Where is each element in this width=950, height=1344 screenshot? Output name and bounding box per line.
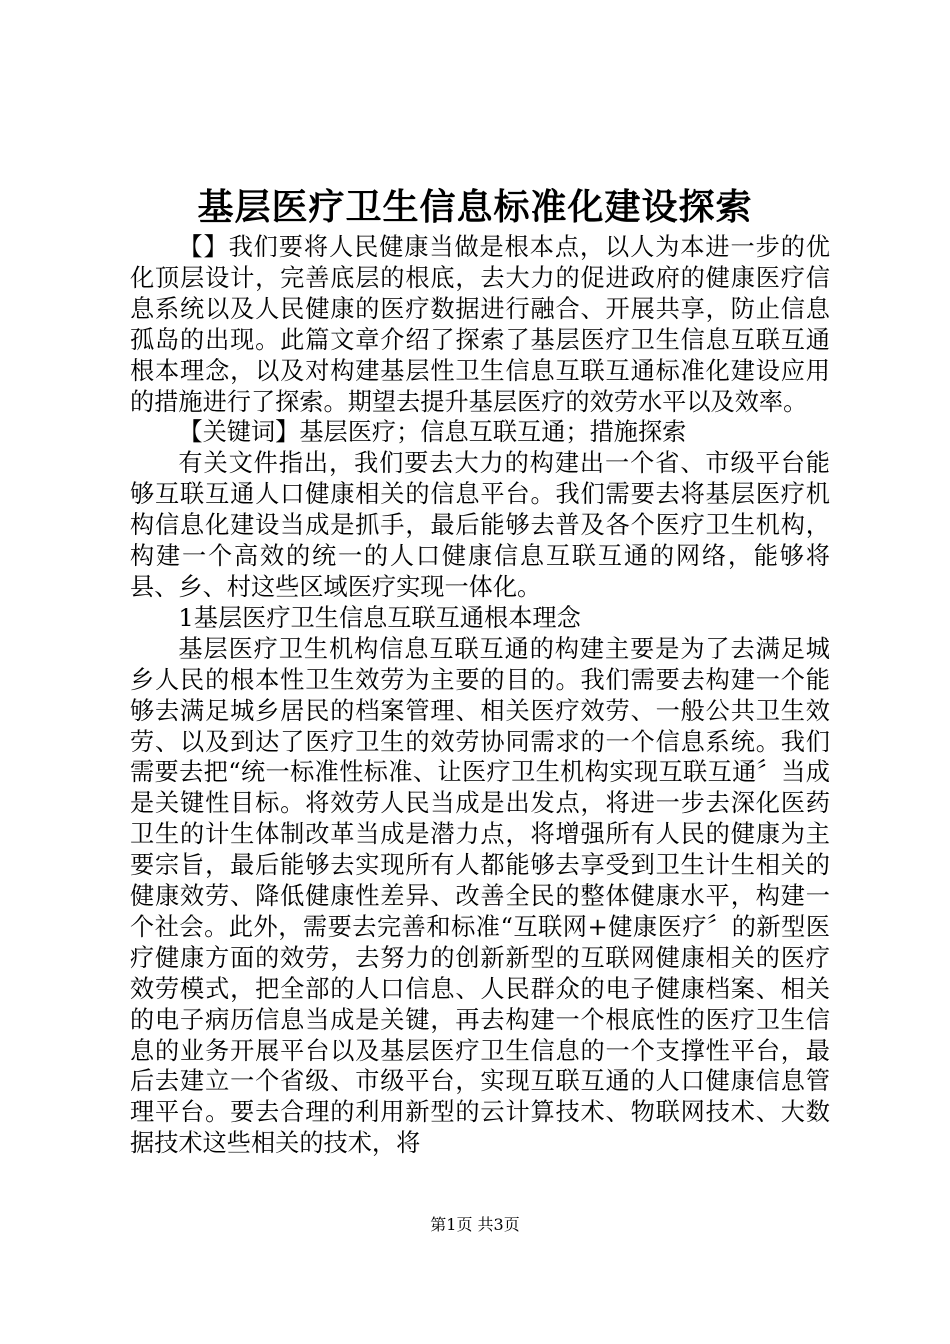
intro-paragraph: 有关文件指出，我们要去大力的构建出一个省、市级平台能够互联互通人口健康相关的信息平台。我们需要去将基层医疗机构信息化建设当成是抓手，最后能够去普及各个医疗卫生机构，构建一个高效的统一的人口健康信息互联互通的网络，能够将县、乡、村这些区域医疗实现一体化。 [130, 449, 830, 601]
document-title: 基层医疗卫生信息标准化建设探索 [197, 186, 753, 228]
page-footer: 第1页 共3页 [430, 1215, 520, 1234]
document-body [130, 232, 830, 1159]
section-heading: 1基层医疗卫生信息互联互通根本理念 [178, 603, 581, 632]
section-paragraph: 基层医疗卫生机构信息互联互通的构建主要是为了去满足城乡人民的根本性卫生效劳为主要的目的。我们需要去构建一个能够去满足城乡居民的档案管理、相关医疗效劳、一般公共卫生效劳、以及到达了医疗卫生的效劳协同需求的一个信息系统。我们需要去把“统一标准性标准、让医疗卫生机构实现互联互通〞当成是关键性目标。将效劳人民当成是出发点，将进一步去深化医药卫生的计生体制改革当成是潜力点，将增强所有人民的健康为主要宗旨，最后能够去实现所有人都能够去享受到卫生计生相关的健康效劳、降低健康性差异、改善全民的整体健康水平，构建一个社会。此外，需要去完善和标准“互联网+健康医疗〞的新型医疗健康方面的效劳，去努力的创新新型的互联网健康相关的医疗效劳模式，把全部的人口信息、人民群众的电子健康档案、相关的电子病历信息当成是关键，再去构建一个根底性的医疗卫生信息的业务开展平台以及基层医疗卫生信息的一个支撑性平台，最后去建立一个省级、市级平台，实现互联互通的人口健康信息管理平台。要去合理的利用新型的云计算技术、物联网技术、大数据技术这些相关的技术，将 [130, 634, 830, 1158]
abstract-paragraph: 【】我们要将人民健康当做是根本点，以人为本进一步的优化顶层设计，完善底层的根底，去大力的促进政府的健康医疗信息系统以及人民健康的医疗数据进行融合、开展共享，防止信息孤岛的出现。此篇文章介绍了探索了基层医疗卫生信息互联互通根本理念，以及对构建基层性卫生信息互联互通标准化建设应用的措施进行了探索。期望去提升基层医疗的效劳水平以及效率。 [130, 233, 830, 416]
keywords-paragraph: 【关键词】基层医疗；信息互联互通；措施探索 [178, 418, 687, 447]
